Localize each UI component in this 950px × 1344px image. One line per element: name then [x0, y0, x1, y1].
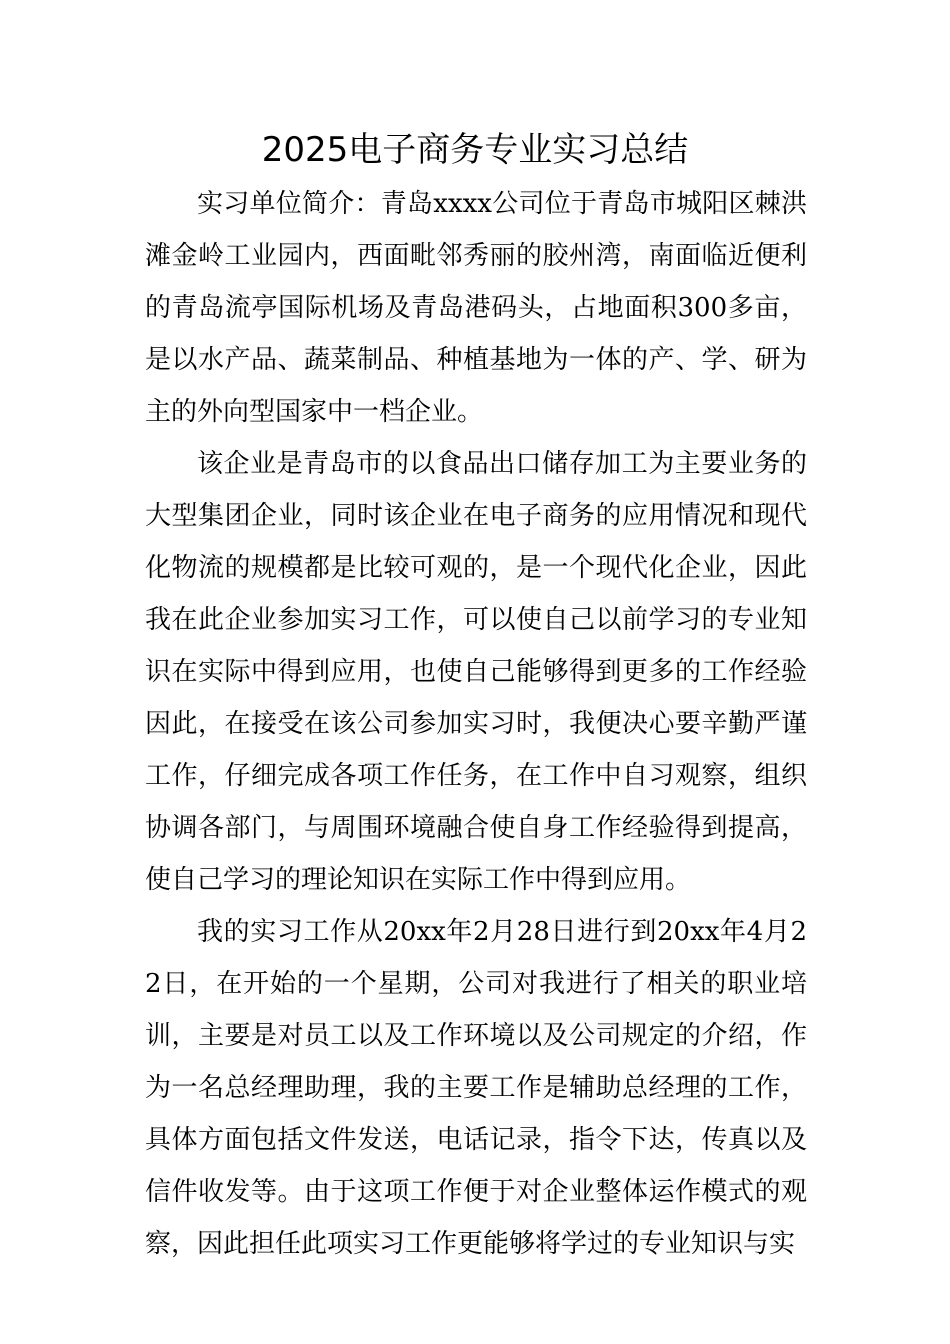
- paragraph-internship-work: 我的实习工作从20xx年2月28日进行到20xx年4月22日，在开始的一个星期，公司对我进行了相关的职业培训，主要是对员工以及工作环境以及公司规定的介绍，作为一名总经理助理，我的主要工作是辅助总经理的工作，具体方面包括文件发送，电话记录，指令下达，传真以及信件收发等。由于这项工作便于对企业整体运作模式的观察，因此担任此项实习工作更能够将学过的专业知识与实: [145, 917, 807, 1259]
- paragraph-company-intro: 实习单位简介：青岛xxxx公司位于青岛市城阳区棘洪滩金岭工业园内，西面毗邻秀丽的胶州湾，南面临近便利的青岛流亭国际机场及青岛港码头，占地面积300多亩，是以水产品、蔬菜制品、种植基地为一体的产、学、研为主的外向型国家中一档企业。: [145, 189, 807, 427]
- document-body: [145, 178, 807, 1270]
- paragraph-enterprise-overview: 该企业是青岛市的以食品出口储存加工为主要业务的大型集团企业，同时该企业在电子商务的应用情况和现代化物流的规模都是比较可观的，是一个现代化企业，因此我在此企业参加实习工作，可以使自己以前学习的专业知识在实际中得到应用，也使自己能够得到更多的工作经验因此，在接受在该公司参加实习时，我便决心要辛勤严谨工作，仔细完成各项工作任务，在工作中自习观察，组织协调各部门，与周围环境融合使自身工作经验得到提高，使自己学习的理论知识在实际工作中得到应用。: [145, 449, 807, 895]
- document-title: 2025电子商务专业实习总结: [261, 130, 689, 170]
